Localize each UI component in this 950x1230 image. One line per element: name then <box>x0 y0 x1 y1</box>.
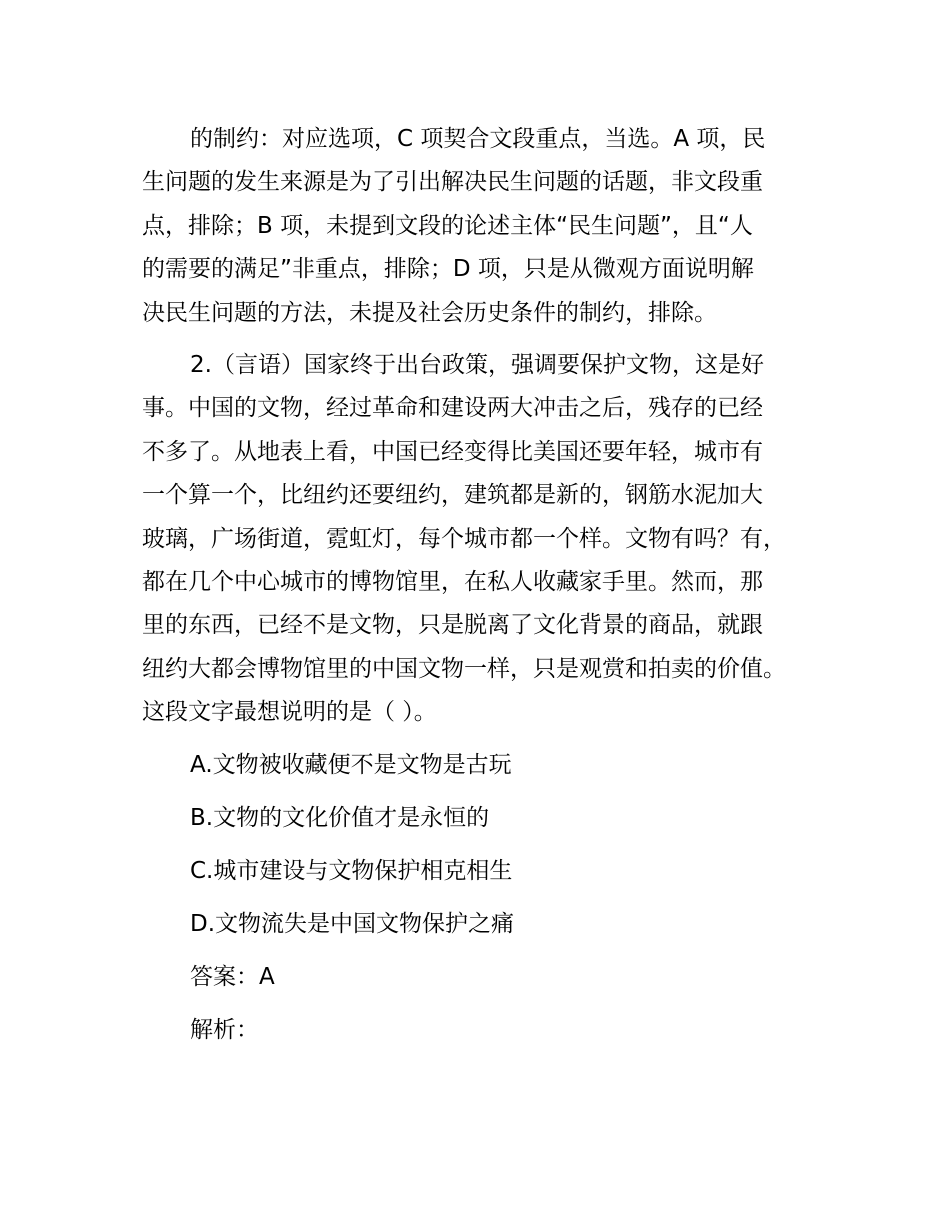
paragraph-line: 的需要的满足”非重点，排除；D 项，只是从微观方面说明解 <box>142 256 754 283</box>
paragraph-line: 生问题的发生来源是为了引出解决民生问题的话题，非文段重 <box>142 169 763 196</box>
question-line: 都在几个中心城市的博物馆里，在私人收藏家手里。然而，那 <box>142 568 763 595</box>
question-stem <box>142 344 842 735</box>
question-line: 事。中国的文物，经过革命和建设两大冲击之后，残存的已经 <box>142 395 763 422</box>
question-line: 里的东西，已经不是文物，只是脱离了文化背景的商品，就跟 <box>142 612 763 639</box>
question-line: 不多了。从地表上看，中国已经变得比美国还要年轻，城市有 <box>142 438 763 465</box>
question-line: 纽约大都会博物馆里的中国文物一样，只是观赏和拍卖的价值。 <box>142 655 786 682</box>
question-line: 这段文字最想说明的是（ ）。 <box>142 699 437 726</box>
option-a: A.文物被收藏便不是文物是古玩 <box>190 752 512 778</box>
option-b: B.文物的文化价值才是永恒的 <box>190 805 490 831</box>
answer-line: 答案：A <box>190 964 275 990</box>
analysis-heading: 解析： <box>190 1017 259 1043</box>
paragraph-line: 决民生问题的方法，未提及社会历史条件的制约，排除。 <box>142 299 717 326</box>
option-c: C.城市建设与文物保护相克相生 <box>190 858 513 884</box>
question-line: 玻璃，广场街道，霓虹灯，每个城市都一个样。文物有吗？有， <box>142 525 786 552</box>
question-line: 一个算一个，比纽约还要纽约，建筑都是新的，钢筋水泥加大 <box>142 482 763 509</box>
previous-analysis-paragraph <box>142 118 842 335</box>
paragraph-line: 点，排除；B 项，未提到文段的论述主体“民生问题”，且“人 <box>142 212 753 239</box>
question-line: 2.（言语）国家终于出台政策，强调要保护文物，这是好 <box>190 352 764 378</box>
option-d: D.文物流失是中国文物保护之痛 <box>190 911 515 937</box>
paragraph-line: 的制约：对应选项，C 项契合文段重点，当选。A 项，民 <box>190 126 766 152</box>
